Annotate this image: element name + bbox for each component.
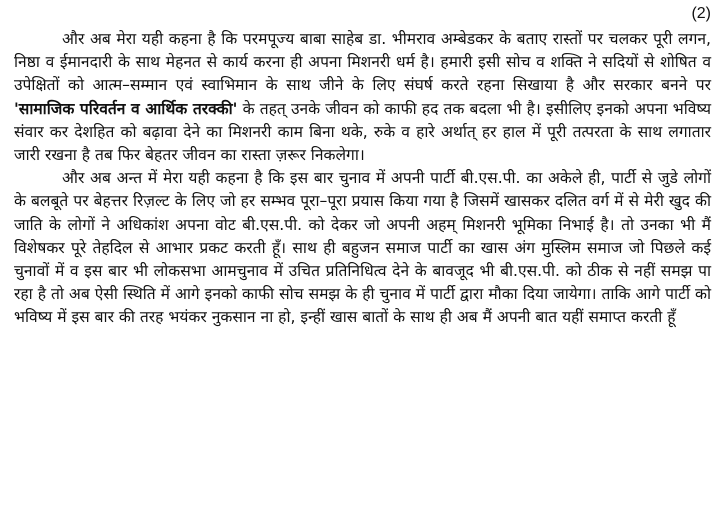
document-body bbox=[14, 28, 711, 330]
paragraph-1-text-end: के तहत् उनके जीवन को काफी हद तक बदला भी है। इसीलिए इनको अपना भविष्य संवार कर देशहित को बढ़ावा देने का मिशनरी काम बिना थके, रुके व हारे अर्थात् हर हाल में पूरी तत्परता के साथ लगातार जारी रखना है तब फिर बेहतर जीवन का रास्ता ज़रूर निकलेगा। bbox=[14, 99, 711, 165]
paragraph-2: और अब अन्त में मेरा यही कहना है कि इस बार चुनाव में अपनी पार्टी बी.एस.पी. का अकेले ही, पार्टी से जुडे लोगों के बलबूते पर बेहत्तर रिज़ल्ट के लिए जो हर सम्भव पूरा–पूरा प्रयास किया गया है जिसमें खासकर दलित वर्ग में से मेरी खुद की जाति के लोगों ने अधिकांश अपना वोट बी.एस.पी. को देकर जो अपनी अहम् मिशनरी भूमिका निभाई है। तो उनका भी मैं विशेषकर पूरे तेहदिल से आभार प्रकट करती हूँ। साथ ही बहुजन समाज पार्टी का खास अंग मुस्लिम समाज जो पिछले कई चुनावों में व इस बार भी लोकसभा आमचुनाव में उचित प्रतिनिधित्व देने के बावजूद भी बी.एस.पी. को ठीक से नहीं समझ पा रहा है तो अब ऐसी स्थिति में आगे इनको काफी सोच समझ के ही चुनाव में पार्टी द्वारा मौका दिया जायेगा। ताकि आगे पार्टी को भविष्य में इस बार की तरह भयंकर नुकसान ना हो, इन्हीं खास बातों के साथ ही अब मैं अपनी बात यहीं समाप्त करती हूँ bbox=[14, 169, 711, 327]
paragraph-1-text-start: और अब मेरा यही कहना है कि परमपूज्य बाबा साहेब डा. भीमराव अम्बेडकर के बताए रास्तों पर चलकर पूरी लगन, निष्ठा व ईमानदारी के साथ मेहनत से कार्य करना ही अपना मिशनरी धर्म है। हमारी इसी सोच व शक्ति ने सदियों से शोषित व उपेक्षितों को आत्म–सम्मान एवं स्वाभिमान के साथ जीने के लिए संघर्ष करते रहना सिखाया है और सरकार बनने पर bbox=[14, 30, 711, 95]
paragraph-1 bbox=[14, 28, 711, 167]
page-number: (2) bbox=[691, 5, 711, 22]
quoted-phrase: 'सामाजिक परिवर्तन व आर्थिक तरक्की' bbox=[14, 99, 238, 118]
